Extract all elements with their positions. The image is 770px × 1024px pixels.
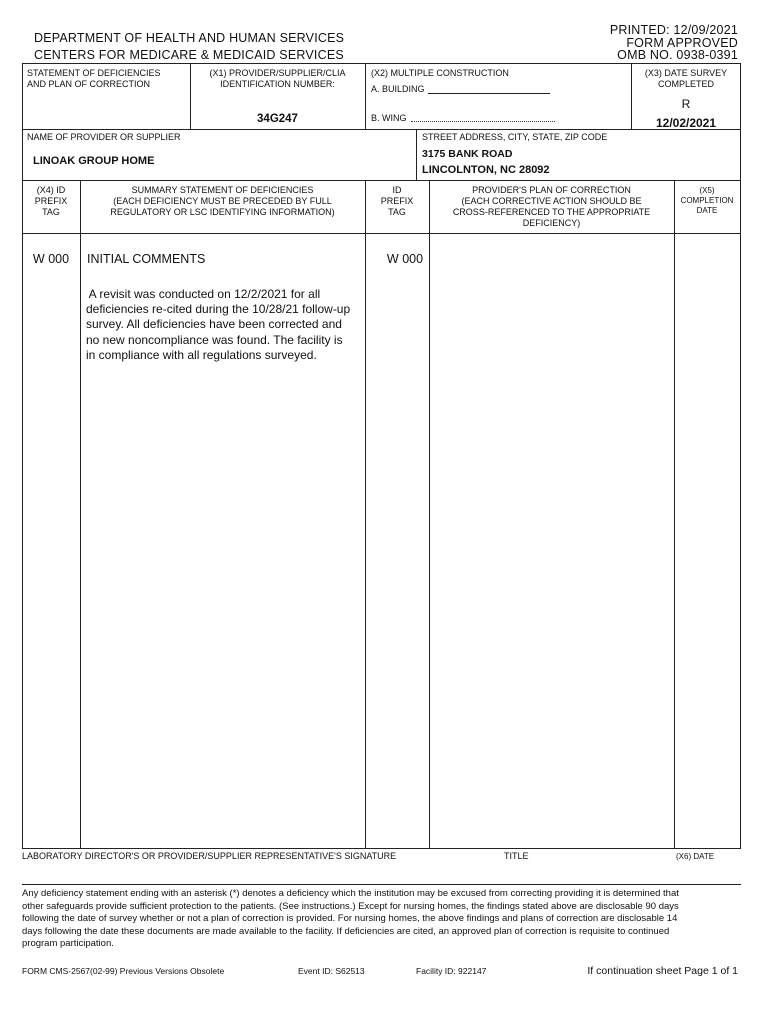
narrative-line: no new noncompliance was found. The facility is <box>86 332 343 347</box>
disclaimer-line: other safeguards provide sufficient protection to the patients. (See instructions.) Except for nursing homes, the findings stated above are disclosable 90 days <box>22 900 679 912</box>
narrative-line: A revisit was conducted on 12/2/2021 for all <box>86 287 321 301</box>
provider-name: LINOAK GROUP HOME <box>33 155 155 167</box>
wing-label: B. WING <box>371 113 407 123</box>
disclaimer-line: program participation. <box>22 938 114 949</box>
survey-code: R <box>681 97 691 111</box>
narrative-line: deficiencies re-cited during the 10/28/21 follow-up <box>86 302 351 317</box>
building-blank-line <box>428 93 550 94</box>
disclaimer-line: Any deficiency statement ending with an asterisk (*) denotes a deficiency which the institution may be excused from correcting providing it is determined that <box>22 888 679 899</box>
statement-label: STATEMENT OF DEFICIENCIES AND PLAN OF CORRECTION <box>27 68 161 89</box>
divider-col-summary <box>365 180 366 848</box>
event-id: Event ID: S62513 <box>298 966 365 976</box>
signature-date-label: (X6) DATE <box>676 852 715 861</box>
deficiency-tag: W 000 <box>32 252 70 266</box>
deficiency-narrative <box>86 287 364 363</box>
divider-col-plan <box>674 180 675 848</box>
x2-label: (X2) MULTIPLE CONSTRUCTION <box>371 68 509 78</box>
narrative-line: survey. All deficiencies have been corrected and <box>86 317 342 332</box>
provider-id-number: 34G247 <box>257 113 298 125</box>
title-label: TITLE <box>504 851 529 861</box>
printed-date: PRINTED: 12/09/2021 <box>609 23 738 37</box>
divider-address <box>416 129 417 180</box>
rule-columns <box>22 233 741 234</box>
disclaimer-text <box>22 888 742 951</box>
plan-of-correction-header: PROVIDER'S PLAN OF CORRECTION (EACH CORRECTIVE ACTION SHOULD BE CROSS-REFERENCED TO THE APPROPRIATE DEFICIENCY) <box>452 185 651 228</box>
omb-number: OMB NO. 0938-0391 <box>617 48 738 62</box>
disclaimer-line: days following the date these documents are made available to the facility. If deficiencies are cited, an approved plan of correction is requisite to continued <box>22 925 670 937</box>
entry-title: INITIAL COMMENTS <box>87 252 206 266</box>
building-label: A. BUILDING <box>371 84 425 94</box>
continuation-page: If continuation sheet Page 1 of 1 <box>587 965 738 977</box>
border-left <box>22 63 23 848</box>
narrative-line: in compliance with all regulations surveyed. <box>86 347 317 362</box>
form-approved-label: FORM APPROVED <box>626 36 738 50</box>
rule-signature <box>22 884 741 885</box>
department-name: DEPARTMENT OF HEALTH AND HUMAN SERVICES <box>34 31 345 45</box>
x4-prefix-tag-header: (X4) ID PREFIX TAG <box>34 185 68 217</box>
x1-label: (X1) PROVIDER/SUPPLIER/CLIA IDENTIFICATION NUMBER: <box>209 68 346 89</box>
facility-id: Facility ID: 922147 <box>416 966 487 976</box>
rule-provider <box>22 180 741 181</box>
address-label: STREET ADDRESS, CITY, STATE, ZIP CODE <box>422 132 608 142</box>
agency-name: CENTERS FOR MEDICARE & MEDICAID SERVICES <box>34 48 344 62</box>
plan-tag: W 000 <box>386 252 424 266</box>
disclaimer-line: following the date of survey whether or not a plan of correction is provided. For nursing homes, the above findings and plans of correction are disclosable 14 <box>22 913 678 924</box>
divider-x2 <box>365 63 366 129</box>
divider-col-tag <box>80 180 81 848</box>
city-state-zip: LINCOLNTON, NC 28092 <box>422 164 550 176</box>
summary-statement-header: SUMMARY STATEMENT OF DEFICIENCIES (EACH DEFICIENCY MUST BE PRECEDED BY FULL REGULATORY OR LSC IDENTIFYING INFORMATION) <box>110 185 335 217</box>
signature-label: LABORATORY DIRECTOR'S OR PROVIDER/SUPPLIER REPRESENTATIVE'S SIGNATURE <box>22 851 397 861</box>
street-address: 3175 BANK ROAD <box>422 148 513 160</box>
provider-name-label: NAME OF PROVIDER OR SUPPLIER <box>27 132 181 142</box>
rule-body-end <box>22 848 741 849</box>
border-right <box>740 63 741 848</box>
form-number: FORM CMS-2567(02-99) Previous Versions Obsolete <box>22 966 225 976</box>
wing-blank-line <box>411 121 555 122</box>
x3-label: (X3) DATE SURVEY COMPLETED <box>644 68 728 89</box>
id-prefix-tag-header: ID PREFIX TAG <box>380 185 414 217</box>
survey-completed-date: 12/02/2021 <box>655 116 717 130</box>
x5-completion-date-header: (X5) COMPLETION DATE <box>680 186 734 215</box>
divider-col-id <box>429 180 430 848</box>
rule-top <box>22 63 741 64</box>
